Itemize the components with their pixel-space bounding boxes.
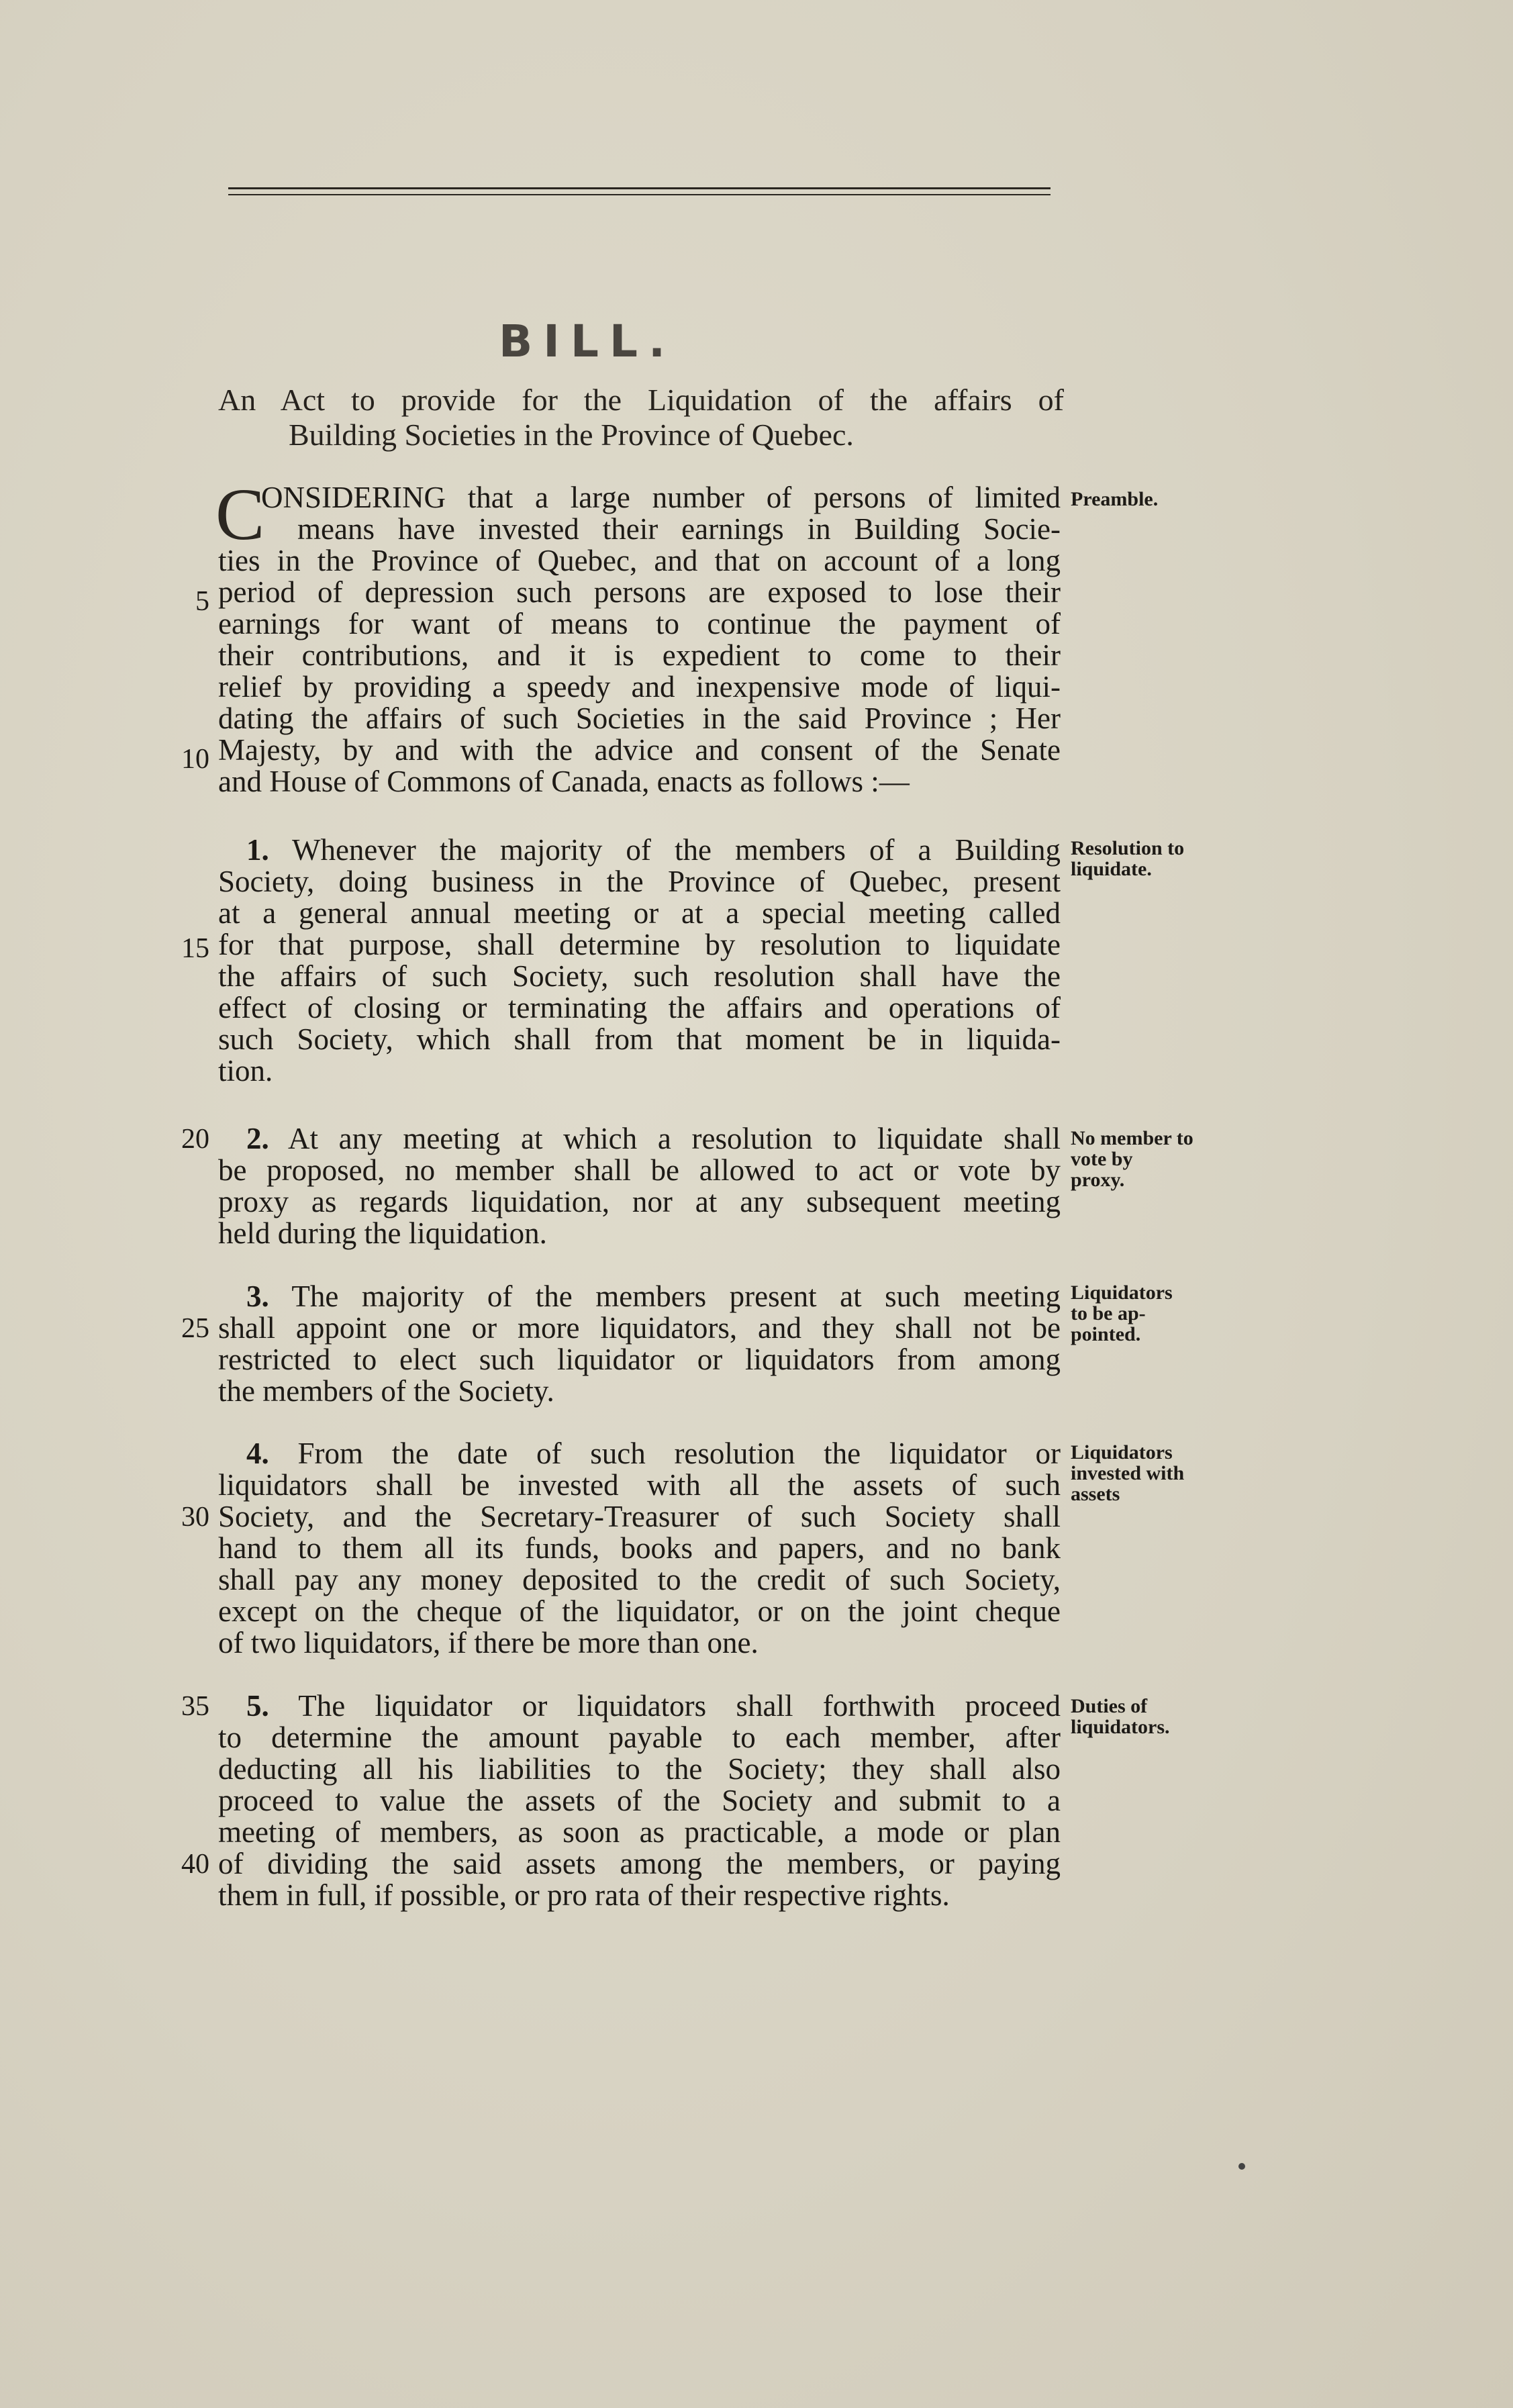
section-line: shall appoint one or more liquidators, and they shall not be: [218, 1311, 1061, 1345]
section-1: [218, 834, 1061, 1087]
section-line-text: Whenever the majority of the members of a Building: [291, 833, 1061, 867]
section-line: them in full, if possible, or pro rata of their respective rights.: [218, 1878, 950, 1912]
section-line: Society, doing business in the Province of Quebec, present: [218, 865, 1061, 898]
margin-note-preamble: Preamble.: [1071, 488, 1159, 510]
header-rule-thin: [228, 194, 1051, 195]
margin-note-invested: Liquidators invested with assets: [1071, 1441, 1185, 1505]
section-line: shall pay any money deposited to the credit of such Society,: [218, 1563, 1061, 1596]
drop-cap: C: [215, 473, 265, 555]
section-line: proxy as regards liquidation, nor at any subsequent meeting: [218, 1185, 1061, 1218]
margin-note-duties: Duties of liquidators.: [1071, 1695, 1170, 1738]
section-line: meeting of members, as soon as practicable, a mode or plan: [218, 1815, 1061, 1849]
margin-note-resolution: Resolution to liquidate.: [1071, 837, 1185, 880]
section-line: the members of the Society.: [218, 1374, 554, 1408]
line-number: 35: [181, 1691, 209, 1722]
margin-note-appointed: Liquidators to be ap- pointed.: [1071, 1282, 1173, 1345]
preamble-line: ONSIDERING that a large number of persons of limited: [261, 481, 1061, 514]
section-line: the affairs of such Society, such resolution shall have the: [218, 959, 1061, 993]
section-line-text: From the date of such resolution the liquidator or: [297, 1437, 1061, 1470]
section-line: at a general annual meeting or at a special meeting called: [218, 896, 1061, 930]
preamble-line: dating the affairs of such Societies in the said Province ; Her: [218, 702, 1061, 735]
line-number: 20: [181, 1124, 209, 1155]
preamble-line: Majesty, by and with the advice and consent of the Senate: [218, 733, 1061, 767]
section-line: proceed to value the assets of the Society and submit to a: [218, 1784, 1061, 1817]
section-line: such Society, which shall from that moment be in liquida-: [218, 1022, 1061, 1056]
section-line: deducting all his liabilities to the Society; they shall also: [218, 1752, 1061, 1786]
section-line-text: The liquidator or liquidators shall forthwith proceed: [298, 1689, 1061, 1723]
section-line: except on the cheque of the liquidator, or on the joint cheque: [218, 1594, 1061, 1628]
margin-note-proxy: No member to vote by proxy.: [1071, 1127, 1193, 1191]
act-title: [218, 383, 1064, 452]
section-number: 2.: [246, 1122, 269, 1155]
section-number: 4.: [246, 1437, 269, 1470]
act-title-line-2: Building Societies in the Province of Quebec.: [289, 418, 854, 452]
section-line: [218, 1690, 1061, 1722]
section-number: 3.: [246, 1280, 269, 1313]
section-line: hand to them all its funds, books and papers, and no bank: [218, 1531, 1061, 1565]
preamble: [215, 473, 1061, 798]
section-line: [218, 1281, 1061, 1312]
preamble-line: period of depression such persons are exposed to lose their: [218, 575, 1061, 609]
line-number: 5: [195, 586, 209, 617]
line-number: 30: [181, 1502, 209, 1533]
section-line-text: At any meeting at which a resolution to liquidate shall: [287, 1122, 1061, 1155]
preamble-line: their contributions, and it is expedient to come to their: [218, 638, 1061, 672]
line-number: 15: [181, 933, 209, 964]
section-3: [218, 1281, 1061, 1407]
section-4: [218, 1438, 1061, 1659]
section-line: for that purpose, shall determine by resolution to liquidate: [218, 928, 1061, 961]
section-line: tion.: [218, 1054, 273, 1088]
section-5: [218, 1690, 1061, 1911]
line-number: 25: [181, 1313, 209, 1344]
preamble-line: and House of Commons of Canada, enacts as follows :—: [218, 765, 910, 798]
section-2: [218, 1123, 1061, 1249]
section-line: [218, 1123, 1061, 1155]
preamble-line: earnings for want of means to continue the payment of: [218, 607, 1061, 640]
section-line: Society, and the Secretary-Treasurer of such Society shall: [218, 1500, 1061, 1533]
section-line: restricted to elect such liquidator or liquidators from among: [218, 1343, 1061, 1376]
section-line: effect of closing or terminating the affairs and operations of: [218, 991, 1061, 1024]
section-line: of two liquidators, if there be more than one.: [218, 1626, 759, 1659]
section-number: 1.: [246, 833, 269, 867]
act-title-line-1: An Act to provide for the Liquidation of the affairs of: [218, 383, 1064, 417]
line-number: 40: [181, 1849, 209, 1880]
section-line: of dividing the said assets among the members, or paying: [218, 1847, 1061, 1880]
ink-speck: [1238, 2163, 1245, 2170]
section-line: liquidators shall be invested with all the assets of such: [218, 1468, 1061, 1502]
header-rule: [228, 187, 1051, 189]
preamble-line: relief by providing a speedy and inexpensive mode of liqui-: [218, 670, 1061, 704]
section-number: 5.: [246, 1689, 269, 1723]
section-line: held during the liquidation.: [218, 1216, 547, 1250]
section-line: to determine the amount payable to each member, after: [218, 1721, 1061, 1754]
section-line-text: The majority of the members present at such meeting: [291, 1280, 1061, 1313]
preamble-line: means have invested their earnings in Building Socie-: [297, 512, 1061, 546]
section-line: [218, 1438, 1061, 1470]
line-number: 10: [181, 744, 209, 775]
section-line: [218, 834, 1061, 866]
preamble-line: ties in the Province of Quebec, and that on account of a long: [218, 544, 1061, 577]
bill-title: BILL.: [498, 316, 677, 367]
section-line: be proposed, no member shall be allowed to act or vote by: [218, 1153, 1061, 1187]
